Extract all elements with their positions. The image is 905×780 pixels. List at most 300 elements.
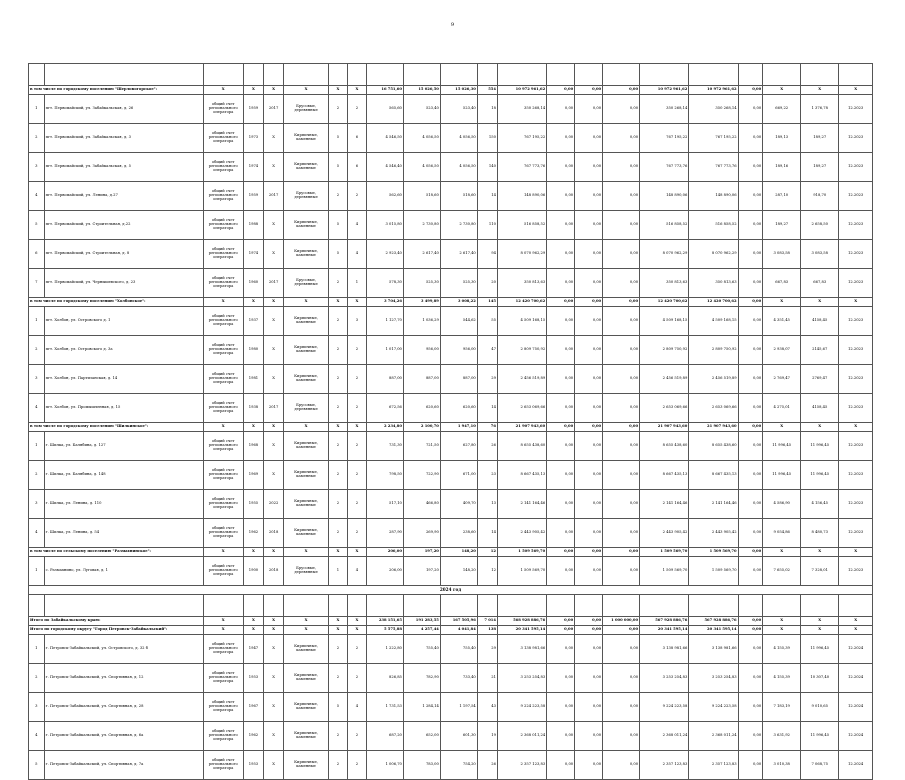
value-cell: 4 155,39 (763, 635, 801, 664)
empty-cell (640, 595, 689, 617)
address-cell: пгт. Холбон, ул. Островского д. 3а (44, 336, 203, 365)
value-cell: 0,00 (738, 751, 763, 780)
group-value-cell: 10 972 961,62 (689, 86, 738, 95)
group-value-cell: X (328, 548, 347, 557)
fund-type-cell: общий счет регионального оператора (203, 664, 243, 693)
table-row (29, 432, 873, 461)
value-cell: 11 996,45 (801, 722, 839, 751)
group-value-cell: X (801, 626, 839, 635)
value-cell: 26 (477, 751, 497, 780)
value-cell: 12.2023 (839, 461, 873, 490)
value-cell: 110 (477, 211, 497, 240)
wall-material-cell: Брусовые, деревянные (284, 269, 329, 298)
value-cell: 0,00 (738, 95, 763, 124)
group-value-cell: 15 026,30 (440, 86, 477, 95)
value-cell: 0,00 (547, 240, 575, 269)
value-cell: 8 480,73 (801, 519, 839, 548)
value-cell: 0,00 (547, 751, 575, 780)
group-value-cell: 20 341 595,14 (497, 626, 546, 635)
table-row (29, 269, 873, 298)
value-cell: 5 (328, 211, 347, 240)
value-cell: 0,00 (547, 557, 575, 586)
value-cell: 148 890,06 (640, 182, 689, 211)
wall-material-cell: Кирпичные, каменные (284, 240, 329, 269)
address-cell: г. Петровск-Забайкальский, ул. Спортивная, д. 7а (44, 751, 203, 780)
value-cell: 2 (328, 461, 347, 490)
value-cell: 0,00 (575, 153, 603, 182)
value-cell: 1 284,14 (403, 693, 440, 722)
value-cell: 1 197,54 (440, 693, 477, 722)
value-cell: 918,70 (801, 182, 839, 211)
value-cell: 0,00 (575, 722, 603, 751)
group-value-cell: 0,00 (738, 298, 763, 307)
row-number: 4 (29, 519, 45, 548)
value-cell: 601,30 (440, 722, 477, 751)
group-total-row (29, 86, 873, 95)
fund-type-cell: общий счет регионального оператора (203, 365, 243, 394)
value-cell: 0,00 (575, 461, 603, 490)
group-value-cell: 167 505,96 (440, 617, 477, 626)
value-cell: 525,30 (440, 269, 477, 298)
value-cell: 12.2024 (839, 722, 873, 751)
value-cell: 754,20 (440, 751, 477, 780)
fund-type-cell: общий счет регионального оператора (203, 95, 243, 124)
wall-material-cell: Кирпичные, каменные (284, 307, 329, 336)
fund-type-cell: общий счет регионального оператора (203, 240, 243, 269)
value-cell: 731,30 (366, 432, 403, 461)
value-cell: 12.2024 (839, 635, 873, 664)
group-value-cell: X (347, 617, 366, 626)
value-cell: 11 996,45 (801, 461, 839, 490)
group-value-cell: 191 283,55 (403, 617, 440, 626)
value-cell: 0,00 (547, 153, 575, 182)
value-cell: 0,00 (547, 461, 575, 490)
fund-type-cell: общий счет регионального оператора (203, 336, 243, 365)
group-value-cell: 148,20 (440, 548, 477, 557)
year-repair-cell: X (264, 365, 284, 394)
year-repair-cell: X (264, 751, 284, 780)
value-cell: 189,13 (763, 124, 801, 153)
group-value-cell: X (243, 617, 263, 626)
value-cell: 2 (347, 394, 366, 423)
row-number: 4 (29, 394, 45, 423)
value-cell: 189,27 (801, 124, 839, 153)
year-built-cell: 1959 (243, 95, 263, 124)
value-cell: 0,00 (603, 95, 640, 124)
row-number: 2 (29, 664, 45, 693)
group-value-cell: X (203, 617, 243, 626)
value-cell: 2 357 123,83 (689, 751, 738, 780)
table-row (29, 182, 873, 211)
empty-cell (403, 64, 440, 86)
value-cell: 0,00 (547, 182, 575, 211)
group-value-cell: X (801, 617, 839, 626)
value-cell: 12.2023 (839, 432, 873, 461)
group-value-cell: 4 257,44 (403, 626, 440, 635)
value-cell: 0,00 (575, 307, 603, 336)
group-value-cell: X (284, 548, 329, 557)
value-cell: 0,00 (547, 394, 575, 423)
value-cell: 2 (328, 365, 347, 394)
group-value-cell: 12 420 700,62 (689, 298, 738, 307)
value-cell: 0,00 (575, 751, 603, 780)
value-cell: 4 (347, 557, 366, 586)
value-cell: 466,80 (403, 490, 440, 519)
value-cell: 2 141 164,46 (640, 490, 689, 519)
value-cell: 1 (328, 557, 347, 586)
empty-cell (497, 64, 546, 86)
value-cell: 652,00 (403, 722, 440, 751)
value-cell: 269,90 (403, 519, 440, 548)
year-built-cell: 1962 (243, 519, 263, 548)
group-value-cell: 0,00 (575, 423, 603, 432)
value-cell: 1 006,70 (366, 751, 403, 780)
value-cell: 767 195,22 (689, 124, 738, 153)
group-value-cell: 0,00 (603, 626, 640, 635)
value-cell: 5 (328, 153, 347, 182)
value-cell: 627,80 (440, 432, 477, 461)
group-value-cell: X (243, 298, 263, 307)
value-cell: 2 (328, 490, 347, 519)
table-row (29, 751, 873, 780)
spacer-row (29, 64, 873, 86)
value-cell: 12.2023 (839, 95, 873, 124)
empty-cell (203, 595, 243, 617)
group-value-cell: X (203, 423, 243, 432)
value-cell: 12.2023 (839, 519, 873, 548)
fund-type-cell: общий счет регионального оператора (203, 307, 243, 336)
value-cell: 516 858,52 (497, 211, 546, 240)
group-value-cell: X (284, 626, 329, 635)
value-cell: 517,10 (366, 490, 403, 519)
value-cell: 1 127,70 (366, 307, 403, 336)
value-cell: 887,00 (366, 365, 403, 394)
group-value-cell: X (203, 548, 243, 557)
year-repair-cell: X (264, 211, 284, 240)
value-cell: 2 (347, 751, 366, 780)
value-cell: 620,60 (403, 394, 440, 423)
value-cell: 7 183,19 (763, 693, 801, 722)
group-value-cell: 4 041,84 (440, 626, 477, 635)
empty-cell (640, 64, 689, 86)
wall-material-cell: Кирпичные, каменные (284, 461, 329, 490)
empty-cell (603, 64, 640, 86)
fund-type-cell: общий счет регионального оператора (203, 124, 243, 153)
group-value-cell: 0,00 (547, 423, 575, 432)
group-value-cell: X (328, 298, 347, 307)
row-number: 2 (29, 124, 45, 153)
value-cell: 0,00 (738, 365, 763, 394)
group-value-cell: X (264, 86, 284, 95)
wall-material-cell: Брусовые, деревянные (284, 182, 329, 211)
value-cell: 23 (477, 461, 497, 490)
value-cell: 12.2024 (839, 751, 873, 780)
year-repair-cell: 2017 (264, 269, 284, 298)
value-cell: 9 224 223,58 (640, 693, 689, 722)
value-cell: 409,70 (440, 490, 477, 519)
address-cell: пгт. Первомайский, ул. Забайкальская, д. 26 (44, 95, 203, 124)
empty-cell (29, 595, 45, 617)
row-number: 6 (29, 240, 45, 269)
empty-cell (440, 595, 477, 617)
group-value-cell: X (763, 86, 801, 95)
value-cell: 0,00 (738, 490, 763, 519)
empty-cell (603, 595, 640, 617)
group-value-cell: X (347, 86, 366, 95)
fund-type-cell: общий счет регионального оператора (203, 490, 243, 519)
group-value-cell: X (763, 548, 801, 557)
value-cell: 687,20 (366, 722, 403, 751)
value-cell: 0,00 (603, 664, 640, 693)
value-cell: 525,30 (403, 269, 440, 298)
value-cell: 7 328,01 (801, 557, 839, 586)
address-cell: г. Петровск-Забайкальский, ул. Островского, д. 32 б (44, 635, 203, 664)
table-row (29, 365, 873, 394)
value-cell: 4 056,50 (440, 124, 477, 153)
table-row (29, 557, 873, 586)
value-cell: 956,00 (440, 336, 477, 365)
table-row (29, 240, 873, 269)
group-value-cell: X (801, 298, 839, 307)
empty-cell (689, 595, 738, 617)
group-value-cell: 1 509 569,70 (689, 548, 738, 557)
value-cell: 755,40 (440, 635, 477, 664)
table-row (29, 693, 873, 722)
wall-material-cell: Кирпичные, каменные (284, 635, 329, 664)
value-cell: 2 809 750,92 (689, 336, 738, 365)
value-cell: 2 (328, 751, 347, 780)
table-row (29, 722, 873, 751)
empty-cell (801, 595, 839, 617)
value-cell: 826,85 (366, 664, 403, 693)
table-row (29, 95, 873, 124)
year-label: 2024 год (29, 586, 873, 595)
value-cell: 733,40 (440, 664, 477, 693)
value-cell: 9 224 223,58 (689, 693, 738, 722)
wall-material-cell: Брусовые, деревянные (284, 95, 329, 124)
value-cell: 148 890,06 (497, 182, 546, 211)
value-cell: 0,00 (603, 693, 640, 722)
value-cell: 12 (477, 557, 497, 586)
year-built-cell: 1973 (243, 124, 263, 153)
value-cell: 0,00 (575, 211, 603, 240)
value-cell: 2 (328, 336, 347, 365)
value-cell: 0,00 (575, 519, 603, 548)
value-cell: 0,00 (547, 432, 575, 461)
value-cell: 0,00 (738, 269, 763, 298)
year-built-cell: 1969 (243, 461, 263, 490)
value-cell: 0,00 (575, 240, 603, 269)
year-repair-cell: 2018 (264, 519, 284, 548)
value-cell: 0,00 (603, 394, 640, 423)
group-value-cell: X (347, 298, 366, 307)
empty-cell (689, 64, 738, 86)
value-cell: 0,00 (547, 336, 575, 365)
wall-material-cell: Кирпичные, каменные (284, 432, 329, 461)
empty-cell (328, 64, 347, 86)
value-cell: 21 (477, 664, 497, 693)
value-cell: 0,00 (603, 519, 640, 548)
value-cell: 721,50 (403, 432, 440, 461)
empty-cell (403, 595, 440, 617)
group-value-cell: 206,00 (366, 548, 403, 557)
fund-type-cell: общий счет регионального оператора (203, 182, 243, 211)
address-cell: г. Петровск-Забайкальский, ул. Спортивная, д. 12 (44, 664, 203, 693)
value-cell: 12.2023 (839, 394, 873, 423)
value-cell: 3 631,92 (763, 722, 801, 751)
value-cell: 14 (477, 519, 497, 548)
group-value-cell: 20 341 595,14 (689, 626, 738, 635)
value-cell: 2 443 905,42 (497, 519, 546, 548)
address-cell: пгт. Первомайский, ул. Чернышевского, д. 23 (44, 269, 203, 298)
group-value-cell: 21 907 943,60 (689, 423, 738, 432)
value-cell: 47 (477, 336, 497, 365)
value-cell: 0,00 (603, 269, 640, 298)
group-value-cell: 10 972 961,62 (497, 86, 546, 95)
value-cell: 8 070 962,29 (497, 240, 546, 269)
empty-cell (497, 595, 546, 617)
year-repair-cell: X (264, 240, 284, 269)
value-cell: 2 (328, 519, 347, 548)
value-cell: 148,20 (440, 557, 477, 586)
year-built-cell: 1988 (243, 211, 263, 240)
value-cell: 3 083,58 (801, 240, 839, 269)
value-cell: 4 155,39 (763, 664, 801, 693)
value-cell: 2 730,80 (403, 211, 440, 240)
value-cell: 4 (347, 240, 366, 269)
value-cell: 2 653 069,66 (497, 394, 546, 423)
empty-cell (347, 595, 366, 617)
value-cell: 0,00 (738, 182, 763, 211)
value-cell: 0,00 (738, 557, 763, 586)
value-cell: 0,00 (603, 557, 640, 586)
value-cell: 350 813,63 (640, 269, 689, 298)
group-value-cell: X (328, 617, 347, 626)
group-value-cell: 0,00 (603, 423, 640, 432)
group-value-cell: X (203, 626, 243, 635)
value-cell: 1 509 569,70 (497, 557, 546, 586)
value-cell: 12.2023 (839, 336, 873, 365)
value-cell: 12.2023 (839, 153, 873, 182)
row-number: 4 (29, 722, 45, 751)
group-value-cell: X (284, 86, 329, 95)
fund-type-cell: общий счет регионального оператора (203, 432, 243, 461)
group-value-cell: X (243, 626, 263, 635)
group-value-cell: 2 234,80 (366, 423, 403, 432)
group-value-cell: 1 000 000,00 (603, 617, 640, 626)
empty-cell (575, 64, 603, 86)
empty-cell (839, 64, 873, 86)
value-cell: 0,00 (738, 124, 763, 153)
group-value-cell: X (243, 423, 263, 432)
value-cell: 350 268,14 (689, 95, 738, 124)
group-value-cell: 0,00 (547, 298, 575, 307)
group-value-cell: X (203, 298, 243, 307)
group-value-cell: 21 907 943,60 (640, 423, 689, 432)
group-total-row (29, 423, 873, 432)
value-cell: 1 (347, 269, 366, 298)
value-cell: 2 769,47 (763, 365, 801, 394)
value-cell: 94 (477, 240, 497, 269)
group-value-cell: 0,00 (738, 626, 763, 635)
value-cell: 1 509 569,70 (640, 557, 689, 586)
value-cell: 6 (347, 153, 366, 182)
group-value-cell: 0,00 (547, 617, 575, 626)
year-built-cell: 1974 (243, 240, 263, 269)
value-cell: 2 456 519,89 (689, 365, 738, 394)
value-cell: 0,00 (547, 365, 575, 394)
fund-type-cell: общий счет регионального оператора (203, 269, 243, 298)
value-cell: 2 (347, 365, 366, 394)
table-row (29, 461, 873, 490)
table-row (29, 153, 873, 182)
value-cell: 2 357 123,83 (497, 751, 546, 780)
group-value-cell: 0,00 (575, 617, 603, 626)
address-cell: г. Шилка, ул. Балябина, д. 148 (44, 461, 203, 490)
group-value-cell: 16 751,60 (366, 86, 403, 95)
group-value-cell: X (264, 617, 284, 626)
group-value-cell: X (839, 298, 873, 307)
group-value-cell: 5 575,88 (366, 626, 403, 635)
group-value-cell: 12 420 700,62 (497, 298, 546, 307)
fund-type-cell: общий счет регионального оператора (203, 557, 243, 586)
year-built-cell: 1955 (243, 490, 263, 519)
address-cell: пгт. Холбон, ул. Партизанская, д. 14 (44, 365, 203, 394)
group-value-cell: X (839, 86, 873, 95)
value-cell: 0,00 (603, 722, 640, 751)
empty-cell (264, 64, 284, 86)
group-value-cell: 145 (477, 298, 497, 307)
value-cell: 523,40 (440, 95, 477, 124)
row-number: 2 (29, 336, 45, 365)
table-row (29, 307, 873, 336)
value-cell: 1 222,80 (366, 635, 403, 664)
value-cell: 0,00 (738, 693, 763, 722)
value-cell: 4 509 168,15 (497, 307, 546, 336)
group-value-cell: X (328, 626, 347, 635)
value-cell: 9 010,65 (801, 693, 839, 722)
group-name: в том числе по городскому поселению "Шилкинское": (29, 423, 204, 432)
empty-cell (44, 595, 203, 617)
empty-cell (440, 64, 477, 86)
value-cell: 562,60 (366, 182, 403, 211)
value-cell: 4 056,50 (403, 153, 440, 182)
value-cell: 3 253 254,83 (497, 664, 546, 693)
row-number: 5 (29, 211, 45, 240)
empty-cell (763, 64, 801, 86)
value-cell: 11 996,45 (801, 635, 839, 664)
value-cell: 350 813,63 (689, 269, 738, 298)
value-cell: 0,00 (575, 394, 603, 423)
group-value-cell: 0,00 (575, 298, 603, 307)
address-cell: пгт. Первомайский, ул. Строительная, д. 8 (44, 240, 203, 269)
value-cell: 5 (328, 124, 347, 153)
value-cell: 10 307,40 (801, 664, 839, 693)
value-cell: 2 357 123,83 (640, 751, 689, 780)
value-cell: 12.2024 (839, 664, 873, 693)
value-cell: 0,00 (547, 95, 575, 124)
wall-material-cell: Брусовые, деревянные (284, 394, 329, 423)
group-value-cell: X (264, 298, 284, 307)
wall-material-cell: Кирпичные, каменные (284, 365, 329, 394)
value-cell: 12.2023 (839, 557, 873, 586)
year-repair-cell: X (264, 722, 284, 751)
value-cell: 350 268,14 (497, 95, 546, 124)
group-value-cell: X (763, 617, 801, 626)
value-cell: 2 923,40 (366, 240, 403, 269)
group-value-cell: 21 907 943,60 (497, 423, 546, 432)
wall-material-cell: Кирпичные, каменные (284, 336, 329, 365)
